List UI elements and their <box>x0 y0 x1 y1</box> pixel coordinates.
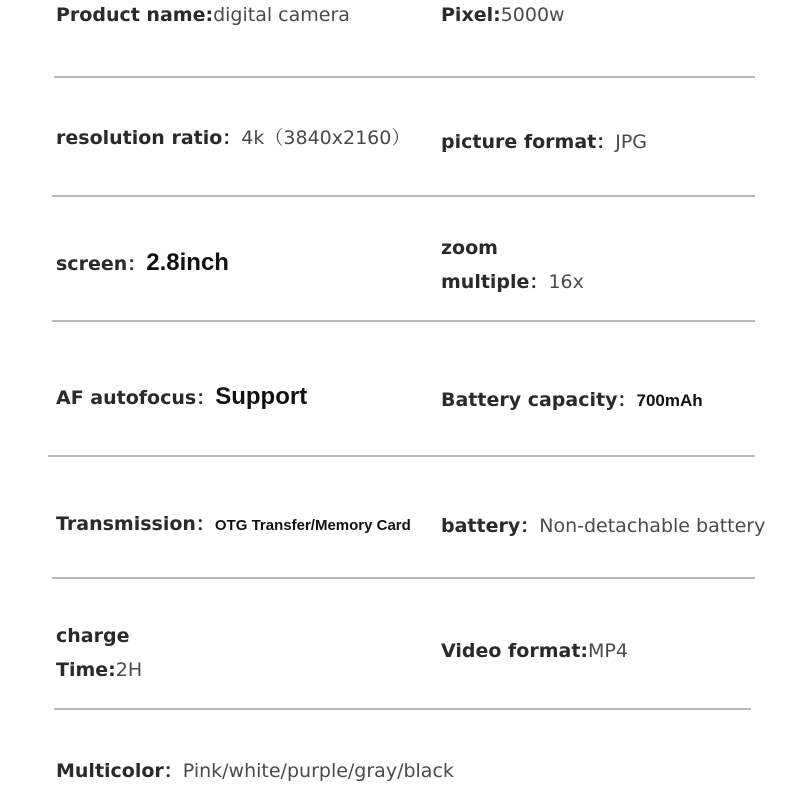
spec-zoom-multiple-line2 <box>441 265 584 299</box>
spec-resolution-ratio <box>56 121 410 155</box>
spec-value: Pink/white/purple/gray/black <box>182 760 454 782</box>
spec-label: Time: <box>56 659 116 681</box>
spec-value: Non-detachable battery <box>539 515 766 537</box>
spec-label: Pixel: <box>441 4 501 26</box>
spec-value: MP4 <box>588 640 628 662</box>
spec-charge-time-line2 <box>56 653 142 687</box>
spec-value: 2H <box>115 659 143 681</box>
row-divider <box>54 76 755 78</box>
spec-multicolor <box>56 754 454 788</box>
spec-value: 700mAh <box>636 391 703 410</box>
spec-battery <box>441 509 765 543</box>
spec-label: charge <box>56 625 130 647</box>
row-divider <box>48 455 755 457</box>
spec-value: OTG Transfer/Memory Card <box>214 517 411 534</box>
row-divider <box>52 320 755 322</box>
spec-label: battery： <box>441 515 540 537</box>
spec-screen <box>56 246 229 281</box>
row-divider <box>52 195 755 197</box>
row-divider <box>54 708 751 710</box>
spec-label: resolution ratio： <box>56 127 242 149</box>
spec-transmission <box>56 507 411 543</box>
spec-label: Product name: <box>56 4 214 26</box>
spec-battery-capacity <box>441 383 703 418</box>
spec-label: Multicolor： <box>56 760 183 782</box>
spec-label: picture format： <box>441 131 616 153</box>
spec-zoom-multiple-line1 <box>441 231 498 265</box>
spec-charge-time-line1 <box>56 619 129 653</box>
spec-value: 16x <box>548 271 584 293</box>
spec-label: Battery capacity： <box>441 389 637 411</box>
spec-value: JPG <box>615 131 648 153</box>
spec-label: Transmission： <box>56 513 215 535</box>
spec-product-name <box>56 0 350 32</box>
spec-value: Support <box>215 383 308 410</box>
spec-value: digital camera <box>213 4 350 26</box>
spec-value: 2.8inch <box>146 249 229 276</box>
spec-af-autofocus <box>56 380 307 415</box>
spec-label: zoom <box>441 237 498 259</box>
spec-label: Video format: <box>441 640 589 662</box>
spec-value: 5000w <box>500 4 565 26</box>
row-divider <box>52 577 755 579</box>
spec-value: 4k（3840x2160） <box>241 127 411 149</box>
spec-label: screen： <box>56 253 147 275</box>
spec-label: multiple： <box>441 271 549 293</box>
spec-video-format <box>441 634 628 668</box>
spec-label: AF autofocus： <box>56 387 216 409</box>
spec-pixel <box>441 0 565 32</box>
spec-picture-format <box>441 125 647 159</box>
